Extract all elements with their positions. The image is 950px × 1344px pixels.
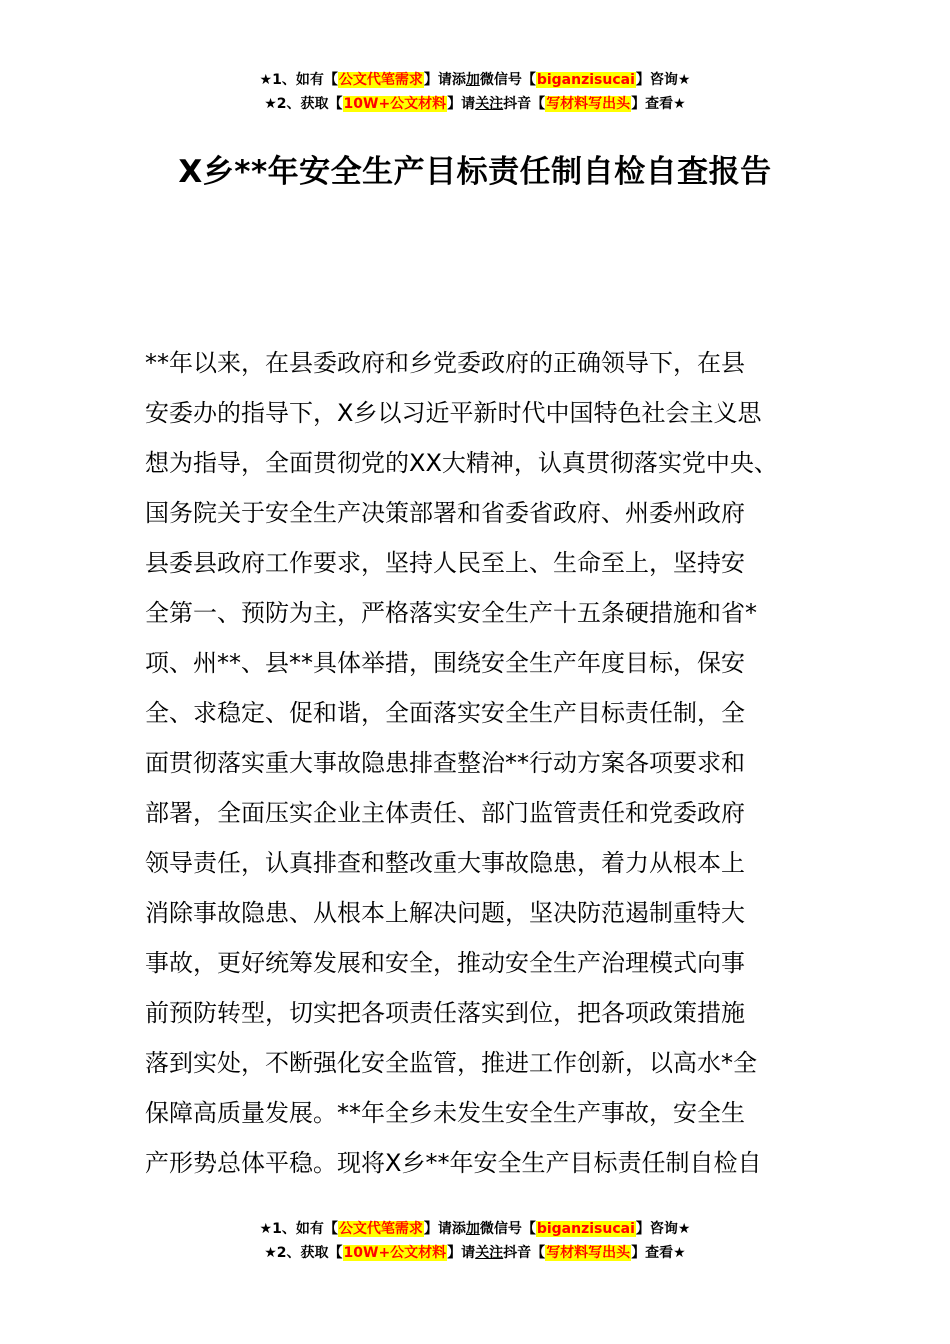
promo-line-1: [0, 1217, 950, 1241]
promo-text: 微信号【: [479, 1221, 536, 1237]
promo-banner-top: [0, 68, 950, 116]
body-line: 落到实处，不断强化安全监管，推进工作创新，以高水*全: [145, 1049, 757, 1077]
underlined-text: 加: [465, 72, 480, 88]
body-line: 国务院关于安全生产决策部署和省委省政府、州委州政府: [145, 499, 745, 527]
promo-text: 】请添: [423, 1221, 466, 1237]
body-line: 产形势总体平稳。现将X乡**年安全生产目标责任制自检自: [145, 1149, 762, 1177]
promo-banner-bottom: [0, 1217, 950, 1265]
promo-text: ★2、获取【: [264, 96, 343, 112]
promo-text: 】查看★: [631, 96, 686, 112]
body-line: 事故，更好统筹发展和安全，推动安全生产治理模式向事: [145, 949, 745, 977]
highlight-douyin-account: 写材料写出头: [546, 1245, 631, 1261]
highlight-materials: 10W+公文材料: [343, 1245, 447, 1261]
body-line: 面贯彻落实重大事故隐患排查整治**行动方案各项要求和: [145, 749, 745, 777]
body-line: 保障高质量发展。**年全乡未发生安全生产事故，安全生: [145, 1099, 745, 1127]
promo-text: ★1、如有【: [259, 1221, 338, 1237]
highlight-wechat-id: biganzisucai: [536, 1221, 635, 1237]
promo-text: 】请: [447, 1245, 476, 1261]
promo-text: 抖音【: [503, 96, 546, 112]
promo-text: ★1、如有【: [259, 72, 338, 88]
highlight-ghostwriting: 公文代笔需求: [338, 1221, 423, 1237]
body-line: 消除事故隐患、从根本上解决问题，坚决防范遏制重特大: [145, 899, 745, 927]
promo-text: 】查看★: [631, 1245, 686, 1261]
promo-text: 】咨询★: [635, 1221, 691, 1237]
underlined-text: 关注: [475, 1245, 504, 1261]
promo-text: ★2、获取【: [264, 1245, 343, 1261]
underlined-text: 关注: [475, 96, 504, 112]
promo-text: 】咨询★: [635, 72, 691, 88]
promo-text: 】请: [447, 96, 476, 112]
promo-text: 微信号【: [479, 72, 536, 88]
body-line: **年以来，在县委政府和乡党委政府的正确领导下，在县: [145, 349, 745, 377]
promo-line-1: [0, 68, 950, 92]
promo-text: 抖音【: [503, 1245, 546, 1261]
highlight-ghostwriting: 公文代笔需求: [338, 72, 423, 88]
body-line: 全、求稳定、促和谐，全面落实安全生产目标责任制，全: [145, 699, 745, 727]
body-line: 县委县政府工作要求，坚持人民至上、生命至上，坚持安: [145, 549, 745, 577]
document-title: X乡**年安全生产目标责任制自检自查报告: [178, 154, 772, 190]
highlight-wechat-id: biganzisucai: [536, 72, 635, 88]
underlined-text: 加: [465, 1221, 480, 1237]
body-line: 全第一、预防为主，严格落实安全生产十五条硬措施和省*: [145, 599, 757, 627]
body-line: 领导责任，认真排查和整改重大事故隐患，着力从根本上: [145, 849, 745, 877]
body-line: 想为指导，全面贯彻党的XX大精神，认真贯彻落实党中央、: [145, 449, 778, 477]
promo-text: 】请添: [423, 72, 466, 88]
highlight-materials: 10W+公文材料: [343, 96, 447, 112]
promo-line-2: [0, 92, 950, 116]
body-line: 项、州**、县**具体举措，围绕安全生产年度目标，保安: [145, 649, 745, 677]
promo-line-2: [0, 1241, 950, 1265]
body-line: 前预防转型，切实把各项责任落实到位，把各项政策措施: [145, 999, 745, 1027]
body-line: 部署，全面压实企业主体责任、部门监管责任和党委政府: [145, 799, 745, 827]
body-line: 安委办的指导下，X乡以习近平新时代中国特色社会主义思: [145, 399, 762, 427]
highlight-douyin-account: 写材料写出头: [546, 96, 631, 112]
document-body: [145, 338, 815, 1188]
